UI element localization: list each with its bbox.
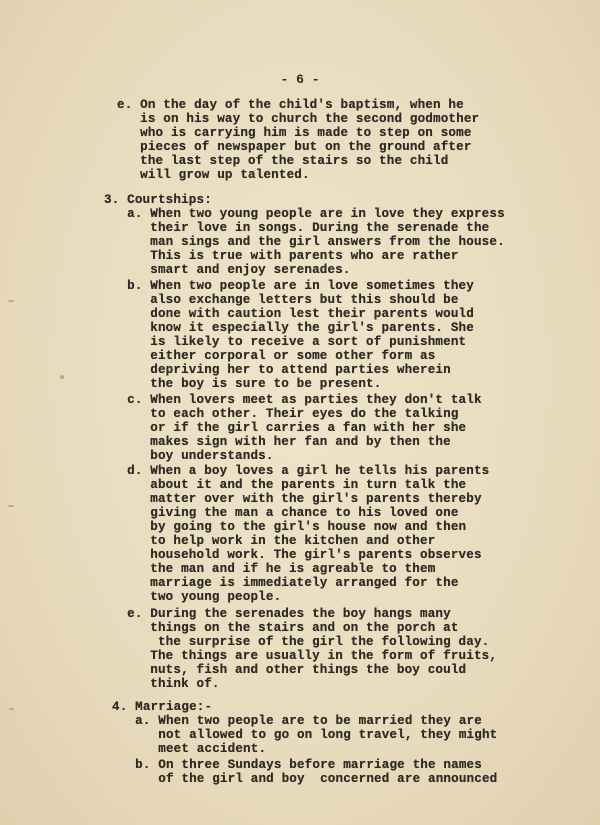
text-line: depriving her to attend parties wherein	[104, 363, 451, 377]
text-line: about it and the parents in turn talk the	[104, 478, 467, 492]
text-line: of the girl and boy concerned are announced	[112, 772, 498, 786]
text-line: either corporal or some other form as	[104, 349, 436, 363]
text-line: two young people.	[104, 590, 282, 604]
text-line: e. During the serenades the boy hangs many	[104, 607, 451, 621]
text-line: know it especially the girl's parents. She	[104, 321, 474, 335]
text-line: boy understands.	[104, 449, 274, 463]
text-line: things on the stairs and on the porch at	[104, 621, 459, 635]
text-line: the surprise of the girl the following day.	[104, 635, 490, 649]
text-line: to each other. Their eyes do the talking	[104, 407, 459, 421]
text-line: their love in songs. During the serenade the	[104, 221, 490, 235]
text-line: a. When two young people are in love they express	[104, 207, 505, 221]
text-line: pieces of newspaper but on the ground after	[117, 140, 472, 154]
paper-speck	[9, 708, 14, 710]
text-line: This is true with parents who are rather	[104, 249, 459, 263]
text-line: matter over with the girl's parents thereby	[104, 492, 482, 506]
section-heading: 3. Courtships:	[104, 193, 212, 207]
text-line: done with caution lest their parents would	[104, 307, 474, 321]
text-line: meet accident.	[112, 742, 267, 756]
paper-speck	[60, 375, 64, 379]
text-line: not allowed to go on long travel, they might	[112, 728, 498, 742]
text-line: also exchange letters but this should be	[104, 293, 459, 307]
page-number: - 6 -	[280, 72, 320, 87]
text-line: think of.	[104, 677, 220, 691]
text-line: man sings and the girl answers from the house.	[104, 235, 505, 249]
text-line: who is carrying him is made to step on some	[117, 126, 472, 140]
text-line: or if the girl carries a fan with her she	[104, 421, 467, 435]
text-line: the last step of the stairs so the child	[117, 154, 449, 168]
text-line: household work. The girl's parents observes	[104, 548, 482, 562]
text-line: makes sign with her fan and by then the	[104, 435, 451, 449]
text-line: nuts, fish and other things the boy could	[104, 663, 467, 677]
text-line: a. When two people are to be married they are	[112, 714, 482, 728]
text-line: d. When a boy loves a girl he tells his parents	[104, 464, 490, 478]
paper-speck	[8, 300, 14, 302]
text-line: giving the man a chance to his loved one	[104, 506, 459, 520]
text-line: e. On the day of the child's baptism, when he	[117, 98, 464, 112]
text-line: is on his way to church the second godmother	[117, 112, 480, 126]
section-heading: 4. Marriage:-	[112, 700, 213, 714]
text-line: to help work in the kitchen and other	[104, 534, 436, 548]
text-line: smart and enjoy serenades.	[104, 263, 351, 277]
text-line: is likely to receive a sort of punishment	[104, 335, 467, 349]
text-line: the boy is sure to be present.	[104, 377, 382, 391]
text-line: c. When lovers meet as parties they don't talk	[104, 393, 482, 407]
text-line: b. When two people are in love sometimes they	[104, 279, 474, 293]
text-line: b. On three Sundays before marriage the names	[112, 758, 482, 772]
text-line: The things are usually in the form of fruits,	[104, 649, 498, 663]
text-line: by going to the girl's house now and then	[104, 520, 467, 534]
text-line: will grow up talented.	[117, 168, 310, 182]
text-line: the man and if he is agreable to them	[104, 562, 436, 576]
text-line: marriage is immediately arranged for the	[104, 576, 459, 590]
paper-speck	[8, 505, 14, 507]
